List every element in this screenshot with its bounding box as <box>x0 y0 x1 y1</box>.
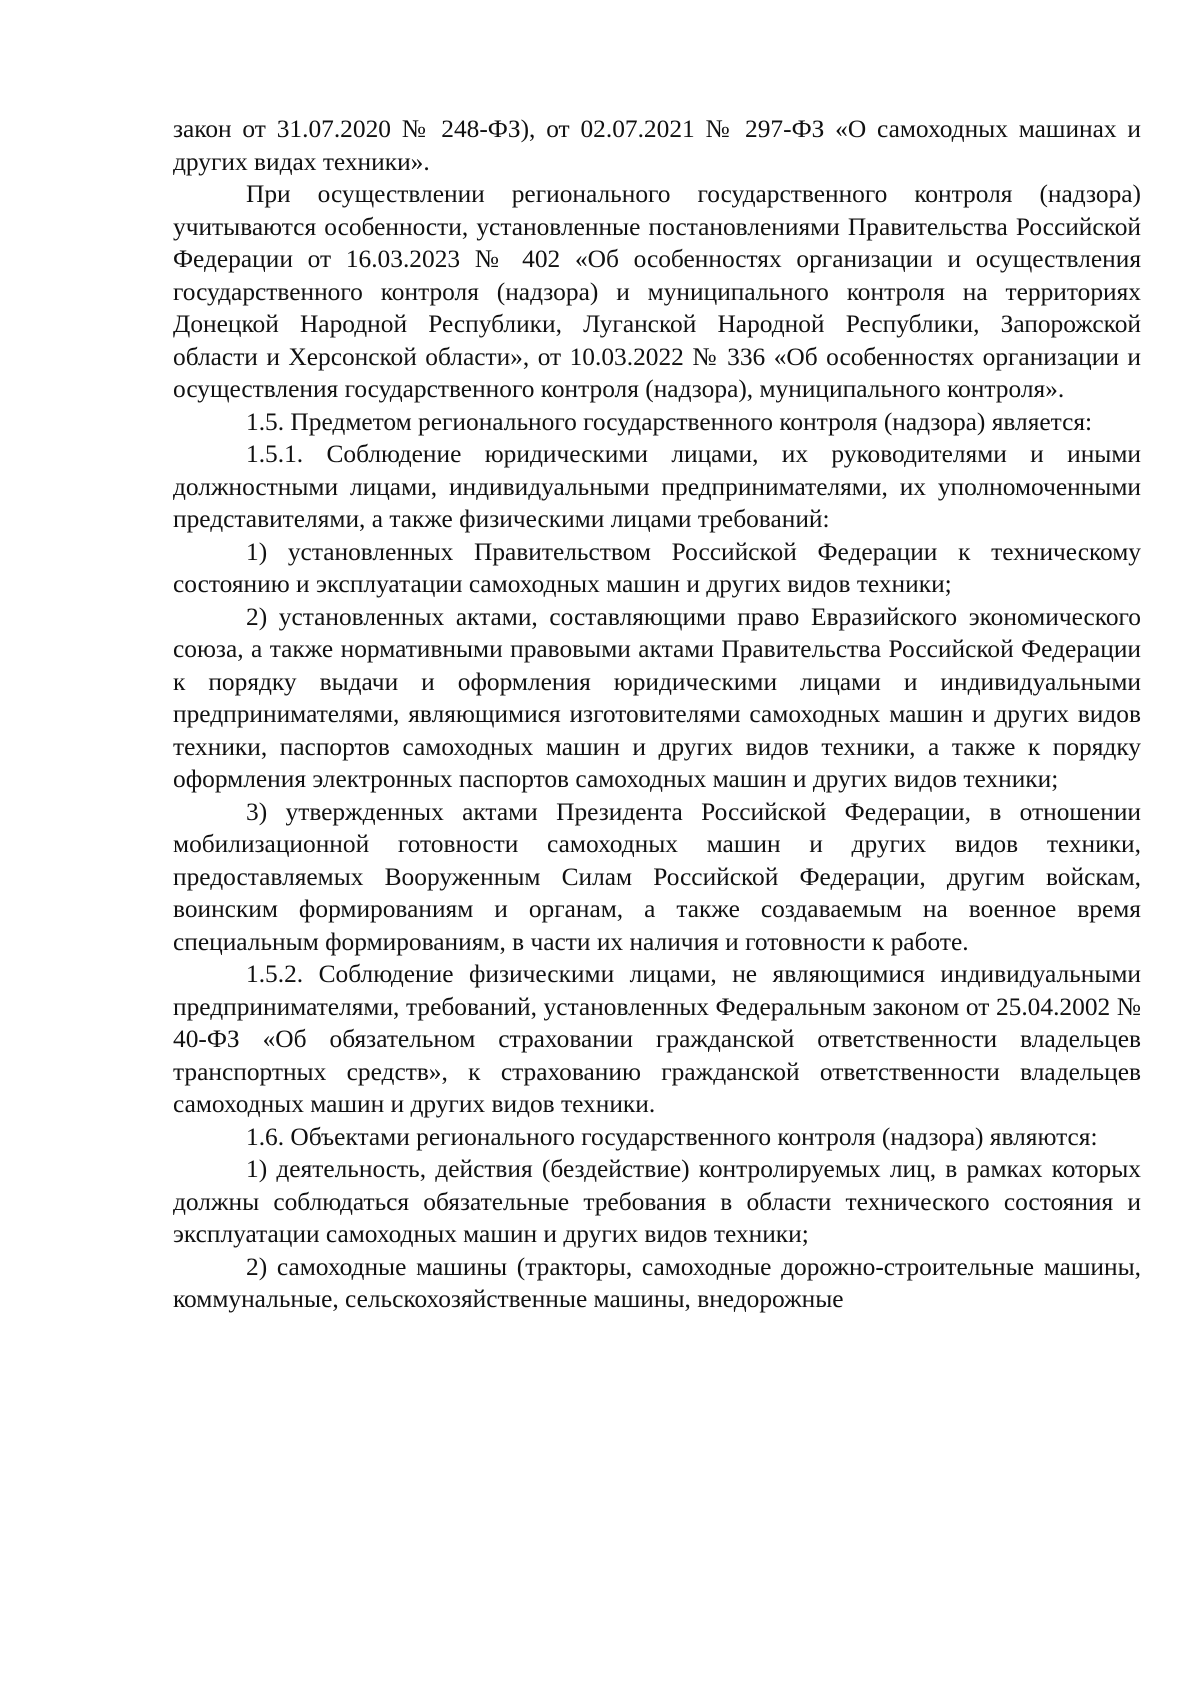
paragraph-regional-control-features: При осуществлении регионального государственного контроля (надзора) учитываются особенности, установленные постановлениями Правительства Российской Федерации от 16.03.2023 № 402 «Об особенностях организации и осуществления государственного контроля (надзора) и муниципального контроля на территориях Донецкой Народной Республики, Луганской Народной Республики, Запорожской области и Херсонской области», от 10.03.2022 № 336 «Об особенностях организации и осуществления государственного контроля (надзора), муниципального контроля». <box>173 180 1141 403</box>
list-item-1-6-1: 1) деятельность, действия (бездействие) контролируемых лиц, в рамках которых должны соблюдаться обязательные требования в области технического состояния и эксплуатации самоходных машин и других видов техники; <box>173 1155 1141 1248</box>
paragraph-law-continuation: закон от 31.07.2020 № 248-ФЗ), от 02.07.2021 № 297-ФЗ «О самоходных машинах и других видах техники». <box>173 115 1141 176</box>
paragraph-section-1-5-1: 1.5.1. Соблюдение юридическими лицами, их руководителями и иными должностными лицами, индивидуальными предпринимателями, их уполномоченными представителями, а также физическими лицами требований: <box>173 440 1141 533</box>
paragraph-section-1-5-2: 1.5.2. Соблюдение физическими лицами, не являющимися индивидуальными предпринимателями, требований, установленных Федеральным законом от 25.04.2002 № 40-ФЗ «Об обязательном страховании гражданской ответственности владельцев транспортных средств», к страхованию гражданской ответственности владельцев самоходных машин и других видов техники. <box>173 960 1141 1118</box>
paragraph-section-1-5: 1.5. Предметом регионального государственного контроля (надзора) является: <box>246 407 1093 436</box>
paragraph-section-1-6: 1.6. Объектами регионального государственного контроля (надзора) являются: <box>246 1122 1098 1151</box>
document-body <box>173 113 1141 1316</box>
list-item-1-5-1-2: 2) установленных актами, составляющими право Евразийского экономического союза, а также нормативными правовыми актами Правительства Российской Федерации к порядку выдачи и оформления юридическими лицами и индивидуальными предпринимателями, являющимися изготовителями самоходных машин и других видов техники, паспортов самоходных машин и других видов техники, а также к порядку оформления электронных паспортов самоходных машин и других видов техники; <box>173 602 1141 793</box>
list-item-1-5-1-1: 1) установленных Правительством Российской Федерации к техническому состоянию и эксплуатации самоходных машин и других видов техники; <box>173 537 1141 598</box>
list-item-1-5-1-3: 3) утвержденных актами Президента Российской Федерации, в отношении мобилизационной готовности самоходных машин и других видов техники, предоставляемых Вооруженным Силам Российской Федерации, другим войскам, воинским формированиям и органам, а также создаваемым на военное время специальным формированиям, в части их наличия и готовности к работе. <box>173 797 1141 956</box>
list-item-1-6-2: 2) самоходные машины (тракторы, самоходные дорожно-строительные машины, коммунальные, сельскохозяйственные машины, внедорожные <box>173 1252 1141 1313</box>
